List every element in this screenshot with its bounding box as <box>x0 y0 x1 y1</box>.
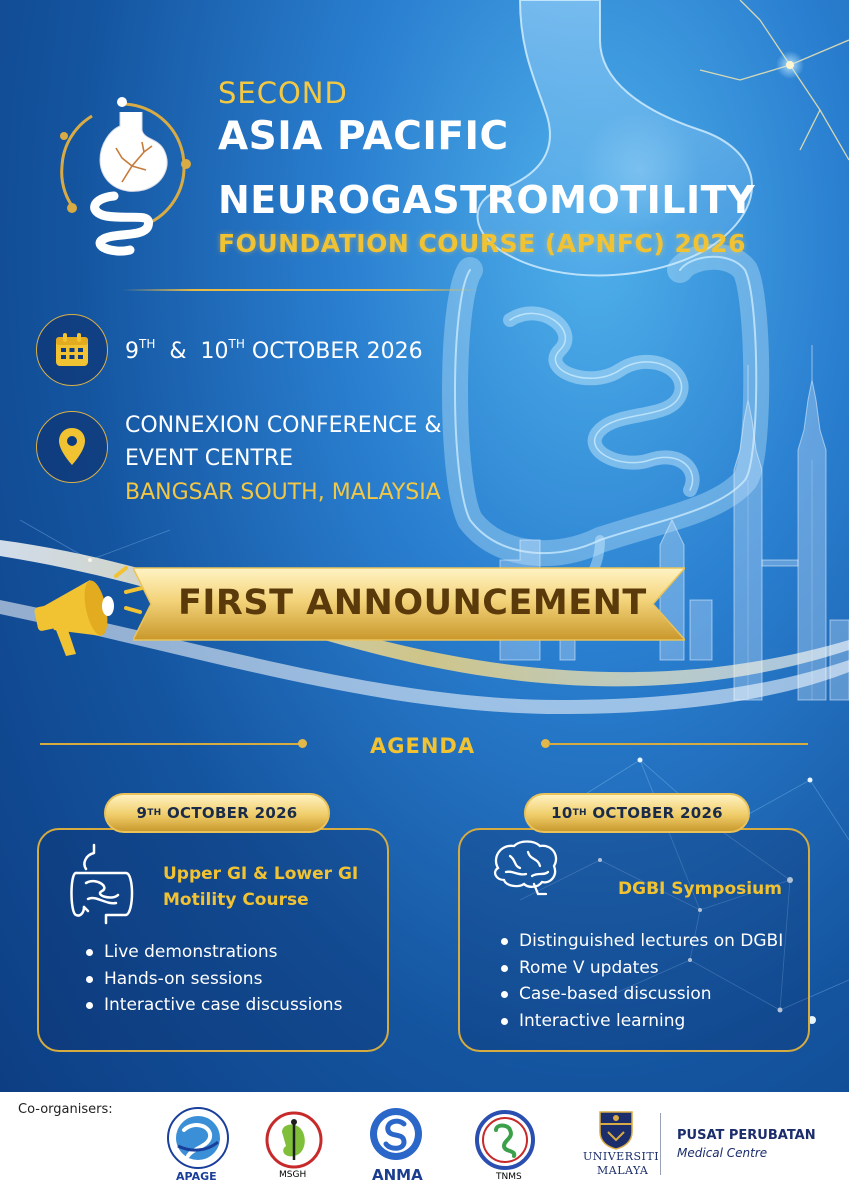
location-badge <box>36 411 108 483</box>
universiti-malaya-crest <box>598 1110 634 1150</box>
msgh-caption: MSGH <box>279 1170 307 1180</box>
list-item: Interactive learning <box>499 1008 805 1035</box>
agenda-dot-left <box>298 739 307 748</box>
megaphone-icon <box>30 566 150 666</box>
agenda-rule-right <box>548 743 808 745</box>
list-item: Interactive case discussions <box>84 992 342 1019</box>
venue-location: BANGSAR SOUTH, MALAYSIA <box>125 480 441 505</box>
msgh-logo <box>264 1110 324 1170</box>
apage-caption: APAGE <box>176 1170 217 1183</box>
brain-icon <box>488 838 562 898</box>
agenda-day-1-list <box>84 939 342 1019</box>
agenda-day-2-session: DGBI Symposium <box>618 879 782 899</box>
neuron-graphic <box>700 0 849 160</box>
ppum-subname: Medical Centre <box>677 1146 768 1160</box>
um-name-line-2: MALAYA <box>597 1164 649 1177</box>
tnms-caption: TNMS <box>496 1172 522 1182</box>
calendar-icon <box>53 331 91 369</box>
agenda-rule-left <box>40 743 300 745</box>
venue-line-2: EVENT CENTRE <box>125 446 294 471</box>
list-item: Case-based discussion <box>499 981 805 1008</box>
footer-separator <box>660 1113 661 1175</box>
title-second: SECOND <box>218 76 348 110</box>
tnms-logo <box>474 1110 536 1170</box>
header-divider <box>122 289 480 291</box>
apnfc-logo <box>52 86 200 256</box>
agenda-day-2-list <box>499 928 805 1034</box>
agenda-day-1-session: Upper GI & Lower GI Motility Course <box>163 864 359 910</box>
agenda-day-1-pill: 9 TH OCTOBER 2026 <box>104 793 330 833</box>
list-item: Live demonstrations <box>84 939 342 966</box>
anma-caption: ANMA <box>372 1166 423 1184</box>
title-neurogastromotility: NEUROGASTROMOTILITY <box>218 178 756 222</box>
title-asia-pacific: ASIA PACIFIC <box>218 114 509 159</box>
location-pin-icon <box>57 427 87 467</box>
agenda-day-2-pill: 10 TH OCTOBER 2026 <box>524 793 750 833</box>
announcement-text: FIRST ANNOUNCEMENT <box>178 583 647 623</box>
ppum-name: PUSAT PERUBATAN <box>677 1128 816 1143</box>
list-item: Distinguished lectures on DGBI <box>499 928 805 955</box>
anma-logo <box>368 1106 424 1164</box>
agenda-title: AGENDA <box>370 734 476 758</box>
co-organisers-label: Co-organisers: <box>18 1102 113 1117</box>
intestine-icon <box>66 843 140 925</box>
um-name-line-1: UNIVERSITI <box>583 1150 660 1163</box>
list-item: Rome V updates <box>499 955 805 982</box>
title-foundation-course: FOUNDATION COURSE (APNFC) 2026 <box>218 229 747 258</box>
apage-logo <box>162 1106 234 1170</box>
event-date: 9TH & 10TH OCTOBER 2026 <box>125 337 423 364</box>
calendar-badge <box>36 314 108 386</box>
venue-line-1: CONNEXION CONFERENCE & <box>125 413 442 438</box>
list-item: Hands-on sessions <box>84 966 342 993</box>
